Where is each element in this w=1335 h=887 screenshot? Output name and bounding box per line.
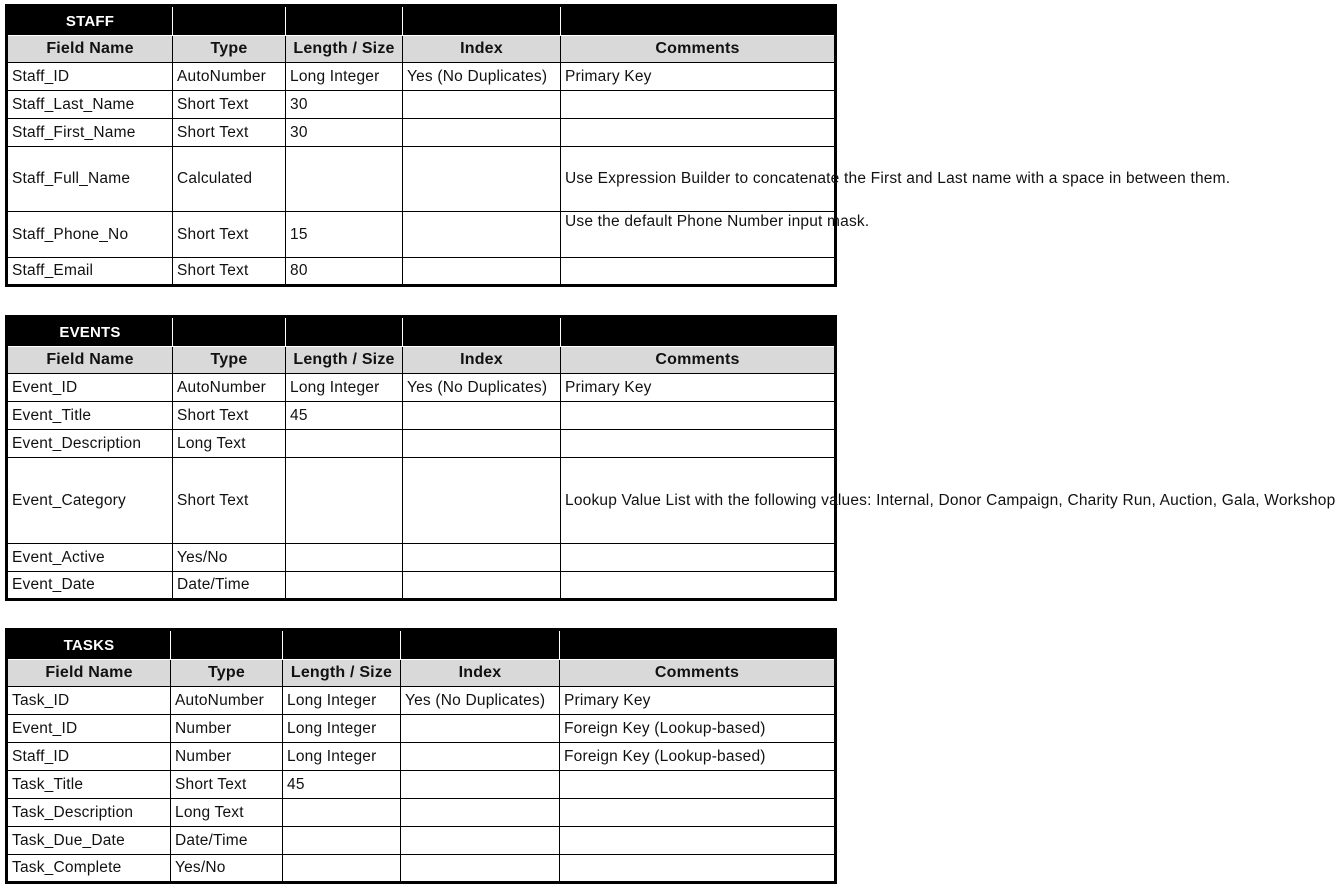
table-row <box>7 258 836 286</box>
cell-length: 30 <box>286 119 403 147</box>
cell-comment <box>561 430 836 458</box>
cell-comment <box>561 544 836 572</box>
cell-comment <box>561 258 836 286</box>
cell-type: Yes/No <box>171 855 283 883</box>
column-header-row <box>7 660 836 687</box>
table-row <box>7 855 836 883</box>
cell-field: Task_ID <box>7 687 171 715</box>
cell-index: Yes (No Duplicates) <box>403 63 561 91</box>
cell-type: Short Text <box>173 91 286 119</box>
cell-field: Event_Description <box>7 430 173 458</box>
cell-field: Staff_ID <box>7 743 171 771</box>
cell-length: Long Integer <box>283 687 401 715</box>
cell-index <box>403 544 561 572</box>
table-row <box>7 544 836 572</box>
header-comments: Comments <box>561 347 836 374</box>
cell-comment <box>561 119 836 147</box>
table-title-row <box>7 6 836 36</box>
table-title-row <box>7 630 836 660</box>
cell-type: AutoNumber <box>171 687 283 715</box>
table-row <box>7 743 836 771</box>
cell-field: Staff_ID <box>7 63 173 91</box>
header-length: Length / Size <box>286 347 403 374</box>
cell-index <box>403 147 561 212</box>
cell-type: Short Text <box>173 119 286 147</box>
cell-comment <box>561 91 836 119</box>
cell-comment <box>560 855 836 883</box>
header-field-name: Field Name <box>7 660 171 687</box>
cell-type: Short Text <box>173 212 286 258</box>
cell-comment: Primary Key <box>561 63 836 91</box>
cell-index <box>403 402 561 430</box>
table-row <box>7 799 836 827</box>
cell-type: Calculated <box>173 147 286 212</box>
cell-type: Short Text <box>171 771 283 799</box>
cell-length <box>286 544 403 572</box>
cell-field: Staff_Full_Name <box>7 147 173 212</box>
table-row <box>7 63 836 91</box>
cell-length: Long Integer <box>286 63 403 91</box>
header-length: Length / Size <box>283 660 401 687</box>
table-row <box>7 430 836 458</box>
cell-index: Yes (No Duplicates) <box>403 374 561 402</box>
cell-type: Short Text <box>173 402 286 430</box>
cell-comment: Primary Key <box>560 687 836 715</box>
table-title-row <box>7 317 836 347</box>
cell-index <box>403 430 561 458</box>
cell-field: Task_Complete <box>7 855 171 883</box>
table-row <box>7 771 836 799</box>
cell-type: Number <box>171 715 283 743</box>
cell-type: Date/Time <box>171 827 283 855</box>
staff-table <box>5 4 1231 287</box>
header-length: Length / Size <box>286 36 403 63</box>
cell-type: AutoNumber <box>173 63 286 91</box>
cell-length: Long Integer <box>283 715 401 743</box>
table-title: EVENTS <box>7 317 173 347</box>
cell-length: 30 <box>286 91 403 119</box>
cell-field: Event_ID <box>7 374 173 402</box>
cell-type: Yes/No <box>173 544 286 572</box>
cell-type: Long Text <box>171 799 283 827</box>
header-field-name: Field Name <box>7 347 173 374</box>
header-index: Index <box>403 347 561 374</box>
cell-index <box>403 572 561 600</box>
header-type: Type <box>173 347 286 374</box>
cell-length: 15 <box>286 212 403 258</box>
cell-length <box>286 147 403 212</box>
column-header-row <box>7 347 836 374</box>
cell-field: Staff_Phone_No <box>7 212 173 258</box>
header-index: Index <box>401 660 560 687</box>
cell-length: Long Integer <box>286 374 403 402</box>
cell-comment: Foreign Key (Lookup-based) <box>560 743 836 771</box>
cell-comment: Foreign Key (Lookup-based) <box>560 715 836 743</box>
cell-type: Date/Time <box>173 572 286 600</box>
column-header-row <box>7 36 836 63</box>
table-row <box>7 715 836 743</box>
table-row <box>7 572 836 600</box>
cell-type: Short Text <box>173 258 286 286</box>
cell-type: Short Text <box>173 458 286 544</box>
cell-type: Long Text <box>173 430 286 458</box>
table-row <box>7 827 836 855</box>
cell-index <box>401 771 560 799</box>
table-title: TASKS <box>7 630 171 660</box>
cell-index <box>403 91 561 119</box>
cell-index <box>403 258 561 286</box>
header-type: Type <box>171 660 283 687</box>
cell-index <box>401 827 560 855</box>
cell-comment <box>561 402 836 430</box>
cell-comment <box>560 771 836 799</box>
cell-index <box>401 799 560 827</box>
cell-field: Staff_Email <box>7 258 173 286</box>
cell-field: Staff_First_Name <box>7 119 173 147</box>
cell-comment <box>560 799 836 827</box>
cell-index <box>401 715 560 743</box>
cell-comment: Use the default Phone Number input mask. <box>561 212 836 258</box>
table-row <box>7 119 836 147</box>
cell-comment: Use Expression Builder to concatenate the First and Last name with a space in between them. <box>561 147 836 212</box>
cell-field: Staff_Last_Name <box>7 91 173 119</box>
cell-field: Event_Category <box>7 458 173 544</box>
cell-index <box>403 458 561 544</box>
cell-field: Task_Due_Date <box>7 827 171 855</box>
cell-length: Long Integer <box>283 743 401 771</box>
cell-length: 45 <box>283 771 401 799</box>
cell-comment <box>560 827 836 855</box>
cell-field: Event_Active <box>7 544 173 572</box>
cell-length <box>283 799 401 827</box>
cell-type: Number <box>171 743 283 771</box>
cell-comment <box>561 572 836 600</box>
cell-length: 45 <box>286 402 403 430</box>
cell-length: 80 <box>286 258 403 286</box>
table-row <box>7 147 836 212</box>
cell-index <box>401 743 560 771</box>
events-table <box>5 315 1335 601</box>
table-row <box>7 91 836 119</box>
header-comments: Comments <box>561 36 836 63</box>
cell-field: Task_Description <box>7 799 171 827</box>
header-type: Type <box>173 36 286 63</box>
cell-index <box>403 119 561 147</box>
table-title: STAFF <box>7 6 173 36</box>
cell-length <box>283 827 401 855</box>
table-row <box>7 687 836 715</box>
cell-index <box>403 212 561 258</box>
cell-index: Yes (No Duplicates) <box>401 687 560 715</box>
cell-comment: Primary Key <box>561 374 836 402</box>
cell-field: Event_Date <box>7 572 173 600</box>
cell-comment: Lookup Value List with the following values: Internal, Donor Campaign, Charity Run, Auction, Gala, Workshop <box>561 458 836 544</box>
cell-field: Event_ID <box>7 715 171 743</box>
cell-index <box>401 855 560 883</box>
table-row <box>7 212 836 258</box>
header-field-name: Field Name <box>7 36 173 63</box>
table-row <box>7 402 836 430</box>
cell-length <box>283 855 401 883</box>
header-comments: Comments <box>560 660 836 687</box>
cell-length <box>286 572 403 600</box>
cell-field: Event_Title <box>7 402 173 430</box>
header-index: Index <box>403 36 561 63</box>
tasks-table <box>5 628 837 884</box>
cell-length <box>286 458 403 544</box>
table-row <box>7 458 836 544</box>
table-row <box>7 374 836 402</box>
cell-field: Task_Title <box>7 771 171 799</box>
cell-length <box>286 430 403 458</box>
cell-type: AutoNumber <box>173 374 286 402</box>
